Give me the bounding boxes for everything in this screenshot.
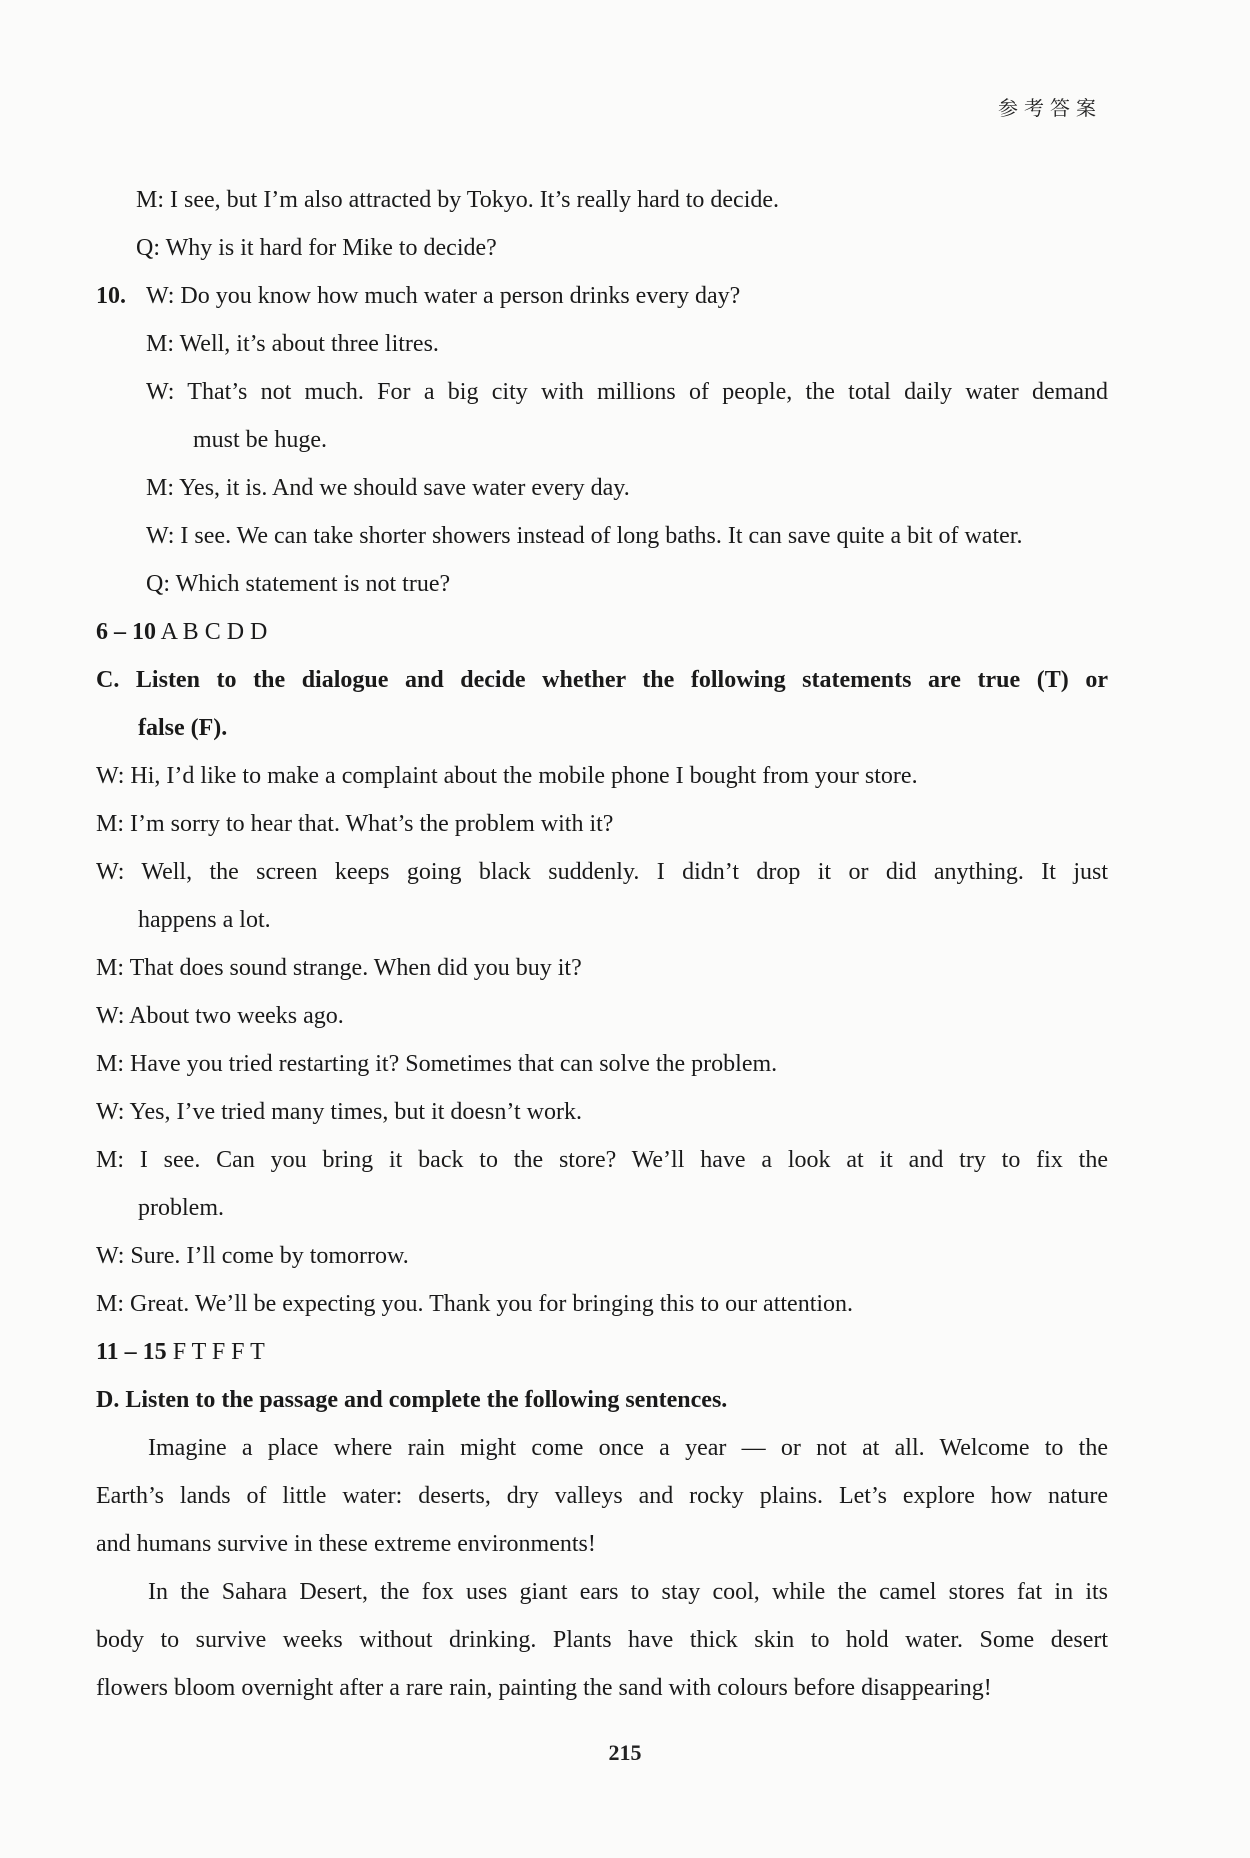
text-line: M: I’m sorry to hear that. What’s the problem with it? <box>96 811 614 837</box>
text-line: W: That’s not much. For a big city with millions of people, the total daily water demand <box>146 379 1108 405</box>
text-line: problem. <box>138 1195 224 1221</box>
answer-range: 6 – 10 <box>96 619 156 645</box>
section-heading: false (F). <box>138 715 228 741</box>
text-line: W: Well, the screen keeps going black suddenly. I didn’t drop it or did anything. It just <box>96 859 1108 885</box>
text-line: M: Have you tried restarting it? Sometimes that can solve the problem. <box>96 1051 778 1077</box>
page-content <box>96 176 1108 1712</box>
paragraph-line: Earth’s lands of little water: deserts, dry valleys and rocky plains. Let’s explore how nature <box>96 1483 1108 1509</box>
text-line: W: Hi, I’d like to make a complaint about the mobile phone I bought from your store. <box>96 763 918 789</box>
answer-range: 11 – 15 <box>96 1339 167 1365</box>
text-line: happens a lot. <box>138 907 271 933</box>
section-heading: D. Listen to the passage and complete the following sentences. <box>96 1387 728 1413</box>
text-line: M: I see, but I’m also attracted by Tokyo. It’s really hard to decide. <box>136 187 780 213</box>
text-line: W: About two weeks ago. <box>96 1003 344 1029</box>
paragraph-line: flowers bloom overnight after a rare rain, painting the sand with colours before disappearing! <box>96 1675 992 1701</box>
answer-line <box>96 1328 1108 1376</box>
text-line: W: Yes, I’ve tried many times, but it doesn’t work. <box>96 1099 582 1125</box>
text-line: Q: Which statement is not true? <box>146 571 451 597</box>
text-line: M: I see. Can you bring it back to the store? We’ll have a look at it and try to fix the <box>96 1147 1108 1173</box>
text-line: W: Do you know how much water a person drinks every day? <box>146 283 741 309</box>
paragraph-line: Imagine a place where rain might come once a year — or not at all. Welcome to the <box>148 1435 1108 1461</box>
text-line: M: Great. We’ll be expecting you. Thank you for bringing this to our attention. <box>96 1291 854 1317</box>
question-number: 10. <box>96 283 126 309</box>
page-header: 参考答案 <box>998 96 1102 120</box>
text-line: W: Sure. I’ll come by tomorrow. <box>96 1243 409 1269</box>
text-line: Q: Why is it hard for Mike to decide? <box>136 235 497 261</box>
paragraph-line: and humans survive in these extreme environments! <box>96 1531 596 1557</box>
answer-key: A B C D D <box>156 619 268 645</box>
page-number: 215 <box>608 1740 642 1765</box>
paragraph-line: In the Sahara Desert, the fox uses giant ears to stay cool, while the camel stores fat in its <box>148 1579 1108 1605</box>
answer-key: F T F F T <box>166 1339 265 1365</box>
text-line: must be huge. <box>193 427 327 453</box>
paragraph-line: body to survive weeks without drinking. Plants have thick skin to hold water. Some desert <box>96 1627 1108 1653</box>
text-line: W: I see. We can take shorter showers instead of long baths. It can save quite a bit of water. <box>146 523 1023 549</box>
question-line <box>96 272 1108 320</box>
text-line: M: Well, it’s about three litres. <box>146 331 439 357</box>
text-line: M: That does sound strange. When did you buy it? <box>96 955 582 981</box>
answer-line <box>96 608 1108 656</box>
section-heading: C. Listen to the dialogue and decide whether the following statements are true (T) or <box>96 667 1108 693</box>
text-line: M: Yes, it is. And we should save water every day. <box>146 475 630 501</box>
